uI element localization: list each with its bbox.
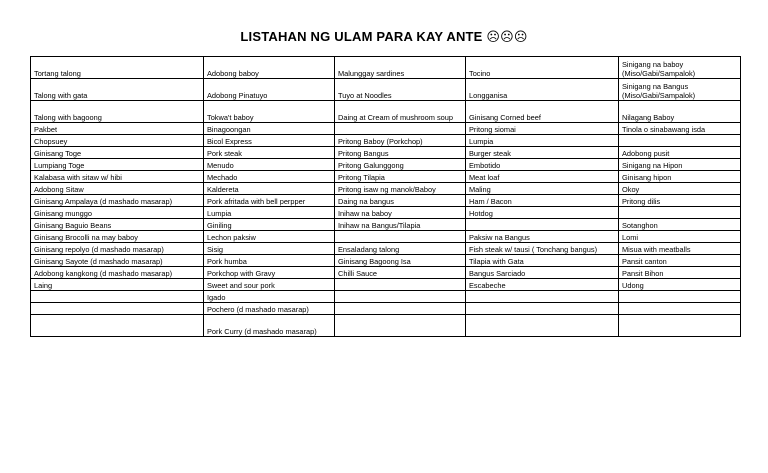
table-cell: [466, 219, 619, 231]
table-cell: Chopsuey: [31, 135, 204, 147]
table-cell: [619, 291, 741, 303]
table-cell: Daing at Cream of mushroom soup: [335, 101, 466, 123]
table-cell: Pork humba: [204, 255, 335, 267]
table-cell: Giniling: [204, 219, 335, 231]
table-row: [31, 123, 741, 135]
table-cell: Sinigang na Hipon: [619, 159, 741, 171]
table-cell: Porkchop with Gravy: [204, 267, 335, 279]
table-cell: Pritong Galunggong: [335, 159, 466, 171]
table-cell: Meat loaf: [466, 171, 619, 183]
table-row: [31, 303, 741, 315]
table-cell: Igado: [204, 291, 335, 303]
table-cell: Ginisang Toge: [31, 147, 204, 159]
table-row: [31, 57, 741, 79]
table-cell: Pansit canton: [619, 255, 741, 267]
table-cell: Pritong Bangus: [335, 147, 466, 159]
table-cell: Ginisang Sayote (d mashado masarap): [31, 255, 204, 267]
table-cell: Adobong pusit: [619, 147, 741, 159]
table-cell: Talong with gata: [31, 79, 204, 101]
table-row: [31, 243, 741, 255]
table-cell: Ginisang Brocolli na may baboy: [31, 231, 204, 243]
table-cell: Adobong Pinatuyo: [204, 79, 335, 101]
table-cell: Ensaladang talong: [335, 243, 466, 255]
table-cell: Embotido: [466, 159, 619, 171]
table-cell: Lumpia: [204, 207, 335, 219]
table-row: [31, 101, 741, 123]
table-cell: Pritong Baboy (Porkchop): [335, 135, 466, 147]
table-cell: Pakbet: [31, 123, 204, 135]
table-row: [31, 255, 741, 267]
table-cell: Okoy: [619, 183, 741, 195]
table-cell: Sisig: [204, 243, 335, 255]
table-row: [31, 291, 741, 303]
table-cell: Bangus Sarciado: [466, 267, 619, 279]
ulam-table: [30, 56, 741, 337]
table-cell: Tortang talong: [31, 57, 204, 79]
table-cell: [335, 315, 466, 337]
table-cell: Adobong baboy: [204, 57, 335, 79]
table-row: [31, 279, 741, 291]
table-cell: Ginisang repolyo (d mashado masarap): [31, 243, 204, 255]
table-cell: Tilapia with Gata: [466, 255, 619, 267]
table-row: [31, 219, 741, 231]
table-cell: Talong with bagoong: [31, 101, 204, 123]
table-cell: Adobong kangkong (d mashado masarap): [31, 267, 204, 279]
table-row: [31, 79, 741, 101]
table-cell: Pritong isaw ng manok/Baboy: [335, 183, 466, 195]
table-cell: Kaldereta: [204, 183, 335, 195]
table-cell: Pork Curry (d mashado masarap): [204, 315, 335, 337]
table-cell: Lumpia: [466, 135, 619, 147]
table-row: [31, 207, 741, 219]
table-cell: Ginisang munggo: [31, 207, 204, 219]
table-cell: Lechon paksiw: [204, 231, 335, 243]
table-cell: Tokwa't baboy: [204, 101, 335, 123]
table-cell: Tinola o sinabawang isda: [619, 123, 741, 135]
table-cell: Maling: [466, 183, 619, 195]
table-cell: [335, 123, 466, 135]
table-cell: Laing: [31, 279, 204, 291]
table-cell: [619, 315, 741, 337]
table-cell: Sotanghon: [619, 219, 741, 231]
table-cell: [335, 279, 466, 291]
table-cell: Bicol Express: [204, 135, 335, 147]
table-cell: [466, 291, 619, 303]
table-cell: Nilagang Baboy: [619, 101, 741, 123]
table-cell: [31, 291, 204, 303]
table-row: [31, 183, 741, 195]
table-cell: Ginisang Corned beef: [466, 101, 619, 123]
table-cell: Fish steak w/ tausi ( Tonchang bangus): [466, 243, 619, 255]
table-cell: Lumpiang Toge: [31, 159, 204, 171]
table-cell: [466, 315, 619, 337]
table-cell: Kalabasa with sitaw w/ hibi: [31, 171, 204, 183]
table-cell: [31, 315, 204, 337]
table-cell: Menudo: [204, 159, 335, 171]
table-cell: [619, 303, 741, 315]
table-cell: [619, 135, 741, 147]
table-cell: Ginisang hipon: [619, 171, 741, 183]
table-row: [31, 147, 741, 159]
table-cell: Tocino: [466, 57, 619, 79]
table-row: [31, 159, 741, 171]
table-cell: Chilli Sauce: [335, 267, 466, 279]
table-cell: Tuyo at Noodles: [335, 79, 466, 101]
table-cell: Pritong Tilapia: [335, 171, 466, 183]
table-cell: Burger steak: [466, 147, 619, 159]
table-cell: Ginisang Baguio Beans: [31, 219, 204, 231]
table-cell: [335, 303, 466, 315]
table-row: [31, 171, 741, 183]
table-cell: [466, 303, 619, 315]
table-cell: Sinigang na Bangus (Miso/Gabi/Sampalok): [619, 79, 741, 101]
table-cell: Binagoongan: [204, 123, 335, 135]
table-row: [31, 135, 741, 147]
table-cell: Escabeche: [466, 279, 619, 291]
table-cell: Sweet and sour pork: [204, 279, 335, 291]
table-cell: Udong: [619, 279, 741, 291]
table-cell: Inihaw na Bangus/Tilapia: [335, 219, 466, 231]
table-cell: Ginisang Bagoong Isa: [335, 255, 466, 267]
table-row: [31, 195, 741, 207]
table-cell: Adobong Sitaw: [31, 183, 204, 195]
table-cell: [335, 231, 466, 243]
table-row: [31, 231, 741, 243]
table-cell: Pritong siomai: [466, 123, 619, 135]
table-cell: Ginisang Ampalaya (d mashado masarap): [31, 195, 204, 207]
table-cell: Pansit Bihon: [619, 267, 741, 279]
table-cell: Mechado: [204, 171, 335, 183]
table-cell: Pritong dilis: [619, 195, 741, 207]
table-cell: Lomi: [619, 231, 741, 243]
table-cell: Hotdog: [466, 207, 619, 219]
table-cell: [335, 291, 466, 303]
table-cell: Pochero (d mashado masarap): [204, 303, 335, 315]
table-cell: [31, 303, 204, 315]
table-cell: Pork afritada with bell perpper: [204, 195, 335, 207]
table-cell: [619, 207, 741, 219]
table-cell: Sinigang na baboy (Miso/Gabi/Sampalok): [619, 57, 741, 79]
table-row: [31, 315, 741, 337]
table-row: [31, 267, 741, 279]
table-cell: Inihaw na baboy: [335, 207, 466, 219]
table-cell: Malunggay sardines: [335, 57, 466, 79]
table-cell: Ham / Bacon: [466, 195, 619, 207]
table-cell: Paksiw na Bangus: [466, 231, 619, 243]
page-title: LISTAHAN NG ULAM PARA KAY ANTE ☹☹☹: [240, 29, 528, 44]
table-cell: Longganisa: [466, 79, 619, 101]
table-cell: Daing na bangus: [335, 195, 466, 207]
table-cell: Misua with meatballs: [619, 243, 741, 255]
table-cell: Pork steak: [204, 147, 335, 159]
